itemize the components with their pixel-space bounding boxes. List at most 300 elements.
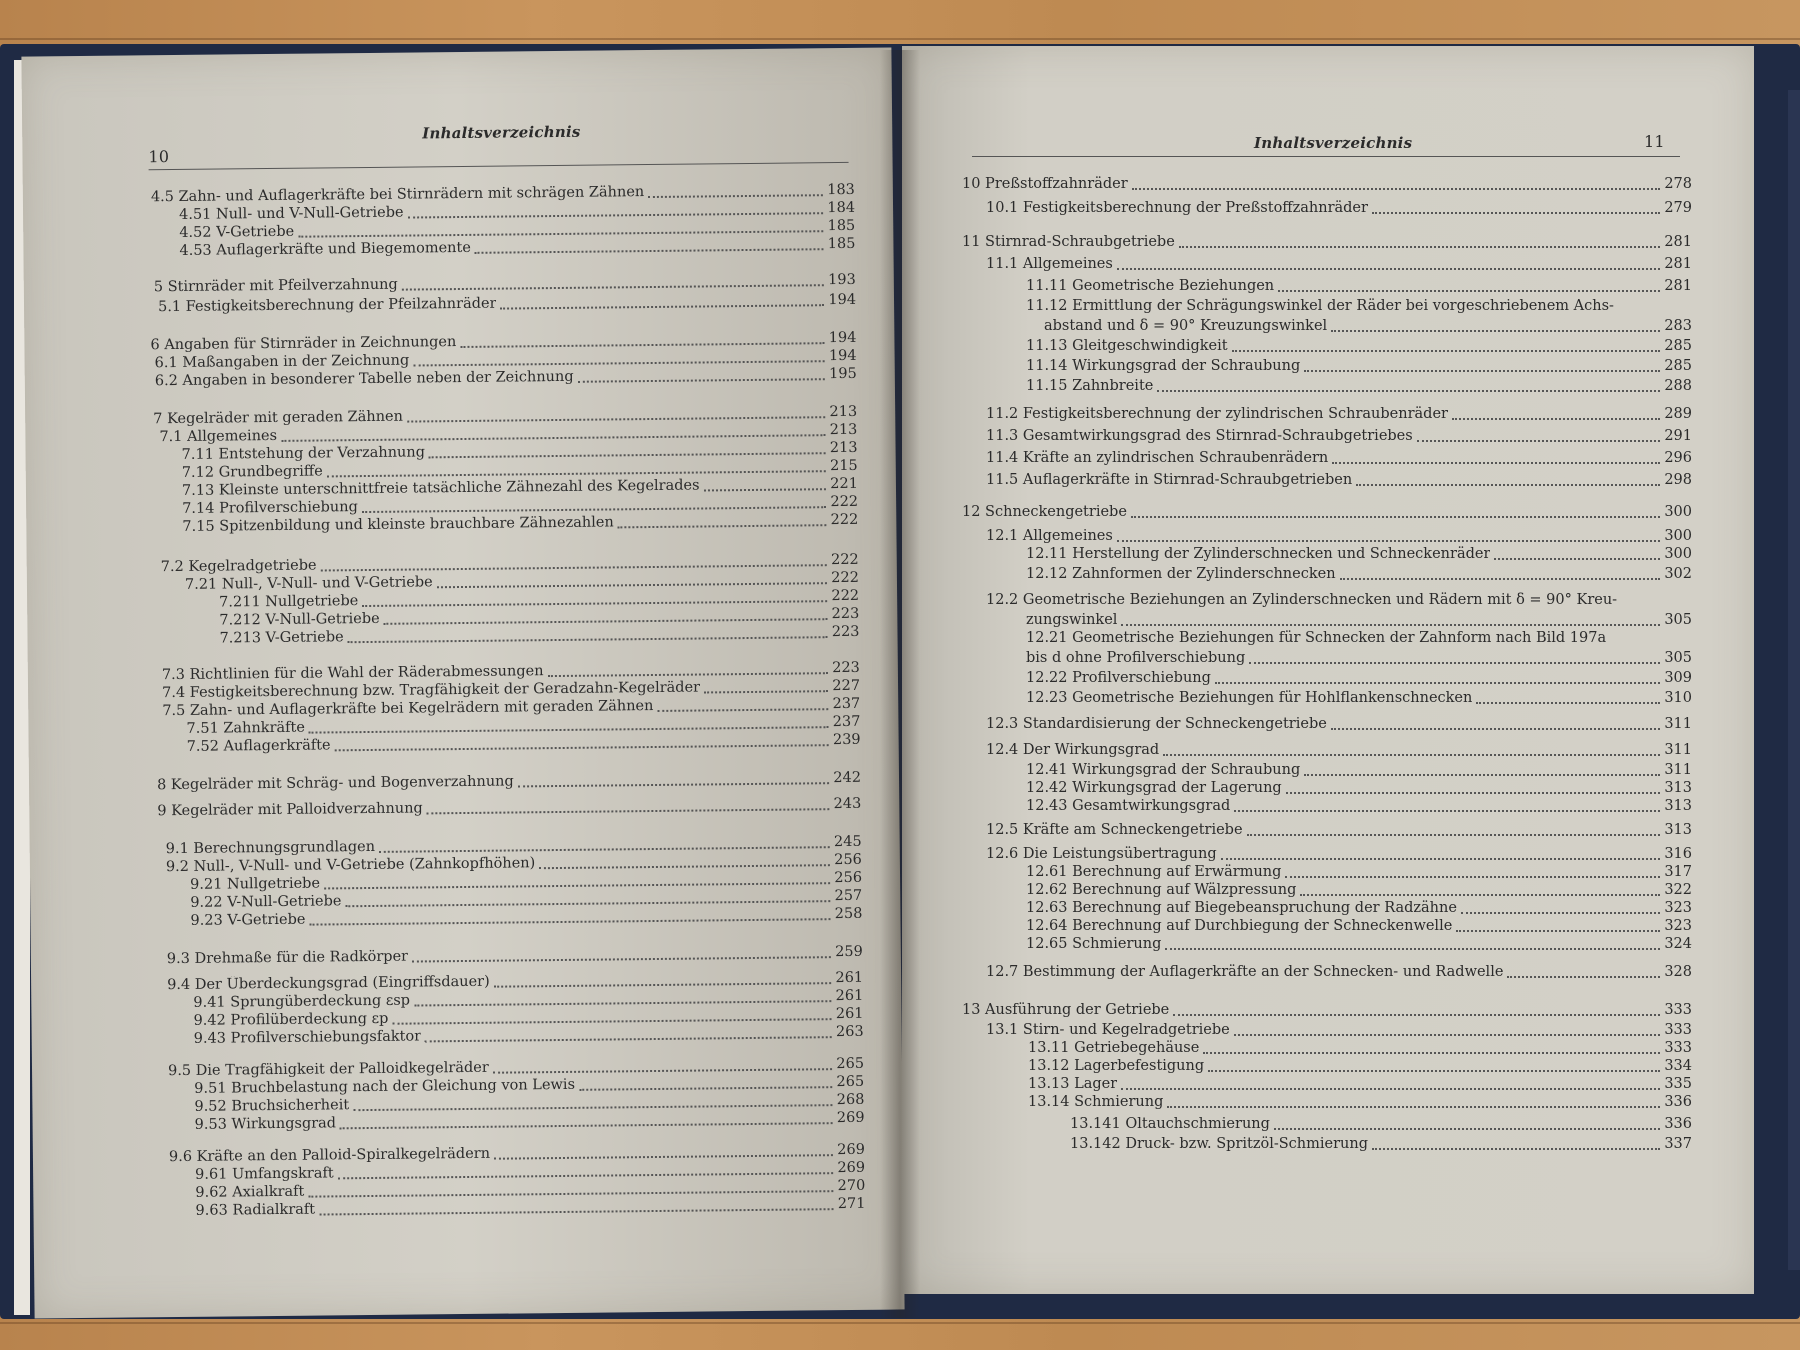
toc-entry: [986, 846, 1692, 863]
dot-leader: [427, 807, 830, 814]
toc-entry: [986, 406, 1692, 423]
toc-page-number: 213: [829, 403, 858, 421]
toc-entry-title: 12.1 Allgemeines: [986, 528, 1113, 544]
toc-entry-title: 7.1 Allgemeines: [159, 427, 278, 446]
toc-entry: [1026, 798, 1692, 815]
toc-entry-title: 12.12 Zahnformen der Zylinderschnecken: [1026, 566, 1336, 582]
toc-page-number: 256: [834, 851, 862, 869]
dot-leader: [1117, 539, 1660, 542]
toc-page-number: 322: [1664, 882, 1692, 898]
toc-entry: [962, 234, 1692, 251]
toc-entry: [986, 716, 1692, 733]
toc-page-number: 261: [835, 987, 864, 1005]
toc-page-number: 223: [831, 623, 860, 641]
toc-entry-title: 12.2 Geometrische Beziehungen an Zylinderschnecken und Rädern mit δ = 90° Kreu-: [986, 592, 1618, 608]
toc-page-number: 239: [832, 731, 861, 749]
toc-entry: [986, 256, 1692, 273]
toc-page-number: 261: [835, 969, 864, 987]
toc-page-number: 313: [1664, 798, 1692, 814]
toc-entry: [1026, 650, 1692, 667]
dot-leader: [494, 981, 832, 988]
toc-entry-title: 7.52 Auflagerkräfte: [186, 737, 331, 755]
toc-entry-title: 9.43 Profilverschiebungsfaktor: [193, 1028, 422, 1047]
toc-page-number: 222: [830, 511, 859, 529]
toc-page-number: 221: [830, 475, 859, 493]
toc-page-number: 317: [1664, 864, 1692, 880]
toc-page-number: 285: [1664, 338, 1692, 354]
dot-leader: [348, 635, 828, 643]
toc-page-number: 291: [1664, 428, 1692, 444]
dot-leader: [1300, 893, 1660, 896]
dot-leader: [309, 917, 830, 925]
toc-page-number: 305: [1664, 650, 1692, 666]
toc-entry: [1028, 1094, 1692, 1111]
toc-page-number: 289: [1664, 406, 1692, 422]
toc-entry: [1026, 864, 1692, 881]
toc-page-number: 300: [1664, 546, 1692, 562]
toc-entry-title: 7.213 V-Getriebe: [219, 629, 344, 647]
book-gutter-shadow: [880, 50, 920, 1318]
dot-leader: [1278, 289, 1660, 292]
dot-leader: [494, 1153, 833, 1160]
toc-entry: [986, 450, 1692, 467]
toc-page-number: 288: [1664, 378, 1692, 394]
toc-entry-title: 12.7 Bestimmung der Auflagerkräfte an der Schnecken- und Radwelle: [986, 964, 1504, 980]
toc-entry-title: 13.13 Lager: [1028, 1076, 1118, 1092]
toc-entry-title: 10.1 Festigkeitsberechnung der Preßstoffzahnräder: [986, 200, 1368, 216]
dot-leader: [437, 581, 828, 588]
dot-leader: [1221, 857, 1661, 860]
dot-leader: [1203, 1051, 1660, 1054]
dot-leader: [1173, 1013, 1660, 1016]
toc-entry-title: 6 Angaben für Stirnräder in Zeichnungen: [150, 334, 457, 354]
toc-page-number: 324: [1664, 936, 1692, 952]
toc-entry: [1028, 1076, 1692, 1093]
toc-entry-title: 7.2 Kegelradgetriebe: [160, 557, 317, 576]
toc-entry-title: zungswinkel: [1026, 612, 1118, 628]
toc-entry: [158, 292, 856, 316]
toc-page-number: 270: [837, 1177, 866, 1195]
toc-entry-title: 9.4 Der Überdeckungsgrad (Eingriffsdauer): [167, 973, 490, 994]
dot-leader: [1452, 417, 1660, 420]
dot-leader: [1494, 557, 1660, 560]
dot-leader: [1234, 809, 1660, 812]
page-number: 11: [1644, 132, 1665, 151]
toc-entry: [1026, 278, 1692, 295]
dot-leader: [1356, 483, 1660, 486]
toc-page-number: 296: [1664, 450, 1692, 466]
toc-entry-title: 7.212 V-Null-Getriebe: [219, 610, 380, 629]
dot-leader: [1234, 1033, 1661, 1036]
toc-entry: [986, 822, 1692, 839]
toc-entry-title: 11.3 Gesamtwirkungsgrad des Stirnrad-Schraubgetriebes: [986, 428, 1413, 444]
toc-page-number: 194: [828, 291, 857, 309]
dot-leader: [578, 377, 826, 383]
right-page: [902, 46, 1754, 1294]
toc-entry-title: 11.12 Ermittlung der Schrägungswinkel der Räder bei vorgeschriebenem Achs-: [1026, 298, 1614, 314]
toc-entry: [1070, 1116, 1692, 1133]
dot-leader: [648, 193, 823, 198]
toc-page-number: 227: [832, 677, 861, 695]
toc-page-number: 263: [835, 1023, 864, 1041]
header-rule: [972, 156, 1680, 157]
toc-entry: [1026, 882, 1692, 899]
toc-entry-title: 7.3 Richtlinien für die Wahl der Räderabmessungen: [161, 663, 544, 684]
dot-leader: [362, 505, 827, 513]
toc-page-number: 333: [1664, 1002, 1692, 1018]
toc-entry: [1026, 780, 1692, 797]
dot-leader: [1157, 389, 1660, 392]
dot-leader: [1340, 577, 1661, 580]
toc-entry-title: 12.62 Berechnung auf Wälzpressung: [1026, 882, 1297, 898]
toc-entry-title: 10 Preßstoffzahnräder: [962, 176, 1128, 192]
dot-leader: [1132, 187, 1661, 190]
toc-page-number: 261: [835, 1005, 864, 1023]
toc-page-number: 336: [1664, 1094, 1692, 1110]
toc-entry-title: 12.43 Gesamtwirkungsgrad: [1026, 798, 1231, 814]
dot-leader: [1208, 1069, 1660, 1072]
dot-leader: [475, 247, 824, 254]
toc-page-number: 316: [1664, 846, 1692, 862]
dot-leader: [1456, 929, 1660, 932]
toc-entry-title: 12.42 Wirkungsgrad der Lagerung: [1026, 780, 1282, 796]
toc-page-number: 323: [1664, 918, 1692, 934]
toc-page-number: 256: [834, 869, 863, 887]
toc-page-number: 336: [1664, 1116, 1692, 1132]
toc-entry-title: 11.13 Gleitgeschwindigkeit: [1026, 338, 1228, 354]
toc-entry-title: 7.13 Kleinste unterschnittfreie tatsächliche Zähnezahl des Kegelrades: [181, 477, 700, 499]
toc-entry-title: 9.53 Wirkungsgrad: [194, 1115, 337, 1133]
toc-entry-title: 7.15 Spitzenbildung und kleinste brauchbare Zähnezahlen: [182, 514, 614, 535]
dot-leader: [1331, 727, 1660, 730]
toc-entry-title: 9 Kegelräder mit Palloidverzahnung: [157, 800, 423, 820]
toc-entry: [1026, 670, 1692, 687]
toc-page-number: 215: [829, 457, 858, 475]
toc-entry-title: 7.5 Zahn- und Auflagerkräfte bei Kegelrädern mit geraden Zähnen: [162, 698, 654, 720]
dot-leader: [1304, 369, 1660, 372]
toc-entry: [986, 200, 1692, 217]
toc-entry-title: 13.141 Öltauchschmierung: [1070, 1116, 1270, 1132]
dot-leader: [335, 743, 829, 751]
dot-leader: [1372, 211, 1660, 214]
dot-leader: [384, 617, 828, 625]
dot-leader: [1232, 349, 1661, 352]
toc-page-number: 269: [836, 1109, 865, 1127]
toc-page-number: 245: [833, 833, 862, 851]
floor-plank-line: [0, 1322, 1800, 1324]
toc-page-number: 309: [1664, 670, 1692, 686]
toc-page-number: 222: [830, 493, 859, 511]
dot-leader: [1274, 1127, 1660, 1130]
header-rule: [149, 162, 849, 170]
toc-entry: [1026, 358, 1692, 375]
dot-leader: [1249, 661, 1660, 664]
toc-entry-title: 13.14 Schmierung: [1028, 1094, 1164, 1110]
toc-entry-title: 13.142 Druck- bzw. Spritzöl-Schmierung: [1070, 1136, 1369, 1152]
dot-leader: [412, 955, 831, 962]
toc-entry-title: bis d ohne Profilverschiebung: [1026, 650, 1246, 666]
book-cover-edge: [1788, 90, 1800, 1270]
toc-entry-title: 9.2 Null-, V-Null- und V-Getriebe (Zahnkopfhöhen): [165, 855, 536, 876]
toc-entry: [986, 1022, 1692, 1039]
toc-entry-title: 12.23 Geometrische Beziehungen für Hohlflankenschnecken: [1026, 690, 1473, 706]
dot-leader: [407, 415, 826, 422]
toc-entry-title: 9.61 Umfangskraft: [195, 1165, 334, 1183]
toc-page-number: 281: [1664, 278, 1692, 294]
toc-page-number: 323: [1664, 900, 1692, 916]
dot-leader: [1121, 623, 1660, 626]
toc-page-number: 278: [1664, 176, 1692, 192]
toc-page-number: 257: [834, 887, 863, 905]
toc-entry: [1044, 318, 1692, 335]
toc-entry-title: 13.11 Getriebegehäuse: [1028, 1040, 1200, 1056]
dot-leader: [1372, 1147, 1660, 1150]
toc-entry-title: 9.3 Drehmaße für die Radkörper: [166, 948, 409, 968]
toc-page-number: 258: [834, 905, 863, 923]
dot-leader: [362, 599, 827, 607]
toc-page-number: 334: [1664, 1058, 1692, 1074]
dot-leader: [1285, 875, 1660, 878]
toc-page-number: 271: [837, 1195, 866, 1213]
dot-leader: [493, 1067, 833, 1074]
toc-page-number: 265: [836, 1073, 865, 1091]
toc-entry: [1026, 612, 1692, 629]
dot-leader: [618, 523, 827, 528]
toc-entry: [1026, 338, 1692, 355]
dot-leader: [657, 707, 828, 712]
dot-leader: [1247, 833, 1661, 836]
toc-entry-title: 9.5 Die Tragfähigkeit der Palloidkegelräder: [167, 1059, 489, 1080]
toc-entry-title: 12.3 Standardisierung der Schneckengetriebe: [986, 716, 1327, 732]
toc-entry: [1026, 762, 1692, 779]
dot-leader: [340, 1121, 833, 1129]
toc-page-number: 313: [1664, 822, 1692, 838]
toc-entry-title: 11.1 Allgemeines: [986, 256, 1113, 272]
toc-entry-title: abstand und δ = 90° Kreuzungswinkel: [1044, 318, 1328, 334]
dot-leader: [379, 845, 830, 853]
toc-entry-title: 12.11 Herstellung der Zylinderschnecken und Schneckenräder: [1026, 546, 1491, 562]
running-head: Inhaltsverzeichnis: [1254, 134, 1413, 152]
toc-page-number: 311: [1664, 762, 1692, 778]
running-head: Inhaltsverzeichnis: [422, 122, 581, 143]
toc-entry-title: 12.63 Berechnung auf Biegebeanspruchung der Radzähne: [1026, 900, 1457, 916]
toc-page-number: 300: [1664, 528, 1692, 544]
toc-entry: [986, 528, 1692, 545]
toc-entry-title: 12.22 Profilverschiebung: [1026, 670, 1211, 686]
toc-entry: [986, 472, 1692, 489]
toc-entry: [986, 742, 1692, 759]
toc-page-number: 268: [836, 1091, 865, 1109]
toc-page-number: 283: [1664, 318, 1692, 334]
page-number: 10: [148, 147, 170, 167]
toc-page-number: 305: [1664, 612, 1692, 628]
toc-entry: [167, 944, 863, 968]
dot-leader: [1215, 681, 1660, 684]
dot-leader: [1331, 329, 1660, 332]
toc-entry-title: 7.211 Nullgetriebe: [219, 593, 359, 611]
toc-entry-title: 4.5 Zahn- und Auflagerkräfte bei Stirnrädern mit schrägen Zähnen: [150, 184, 645, 206]
toc-entry-title: 12.65 Schmierung: [1026, 936, 1162, 952]
toc-entry-title: 11 Stirnrad-Schraubgetriebe: [962, 234, 1175, 250]
toc-entry-title: 12.41 Wirkungsgrad der Schraubung: [1026, 762, 1301, 778]
toc-entry-title: 7.11 Entstehung der Verzahnung: [181, 444, 426, 463]
toc-entry-title: 11.5 Auflagerkräfte in Stirnrad-Schraubgetrieben: [986, 472, 1353, 488]
toc-entry: [1028, 1040, 1692, 1057]
toc-page-number: 259: [835, 943, 863, 961]
toc-entry: [1026, 378, 1692, 395]
toc-entry-title: 11.2 Festigkeitsberechnung der zylindrischen Schraubenräder: [986, 406, 1448, 422]
toc-entry: [1026, 936, 1692, 953]
toc-entry: [1028, 1058, 1692, 1075]
toc-page-number: 194: [828, 347, 857, 365]
dot-leader: [1507, 975, 1660, 978]
toc-page-number: 184: [827, 199, 856, 217]
toc-entry-title: 4.53 Auflagerkräfte und Biegemomente: [179, 239, 471, 259]
toc-entry: [962, 176, 1692, 193]
toc-entry: [157, 770, 861, 794]
toc-entry-title: 7.12 Grundbegriffe: [181, 463, 323, 481]
toc-page-number: 223: [832, 659, 860, 677]
toc-entry: [962, 504, 1692, 521]
dot-leader: [1121, 1087, 1660, 1090]
toc-entry-title: 12.61 Berechnung auf Erwärmung: [1026, 864, 1282, 880]
toc-entry: [986, 964, 1692, 981]
toc-page-number: 281: [1664, 234, 1692, 250]
toc-entry-title: 7.51 Zahnkräfte: [186, 719, 305, 737]
toc-entry-title: 11.15 Zahnbreite: [1026, 378, 1154, 394]
toc-page-number: 222: [830, 551, 859, 569]
toc-entry-title: 7 Kegelräder mit geraden Zähnen: [153, 408, 404, 428]
dot-leader: [704, 689, 828, 693]
dot-leader: [1179, 245, 1661, 248]
dot-leader: [579, 1085, 833, 1091]
toc-entry-title: 9.42 Profilüberdeckung εp: [193, 1010, 389, 1029]
dot-leader: [1165, 947, 1660, 950]
toc-page-number: 337: [1664, 1136, 1692, 1152]
toc-page-number: 222: [831, 569, 860, 587]
toc-page-number: 281: [1664, 256, 1692, 272]
toc-entry: [986, 428, 1692, 445]
dot-leader: [425, 1035, 832, 1042]
dot-leader: [413, 359, 825, 366]
toc-entry-title: 8 Kegelräder mit Schräg- und Bogenverzahnung: [156, 773, 514, 794]
toc-page-number: 285: [1664, 358, 1692, 374]
toc-entry-title: 4.52 V-Getriebe: [179, 223, 295, 241]
toc-page-number: 237: [832, 713, 861, 731]
toc-entry-title: 11.11 Geometrische Beziehungen: [1026, 278, 1275, 294]
dot-leader: [518, 781, 830, 787]
toc-entry-title: 7.4 Festigkeitsberechnung bzw. Tragfähigkeit der Geradzahn-Kegelräder: [162, 679, 701, 702]
dot-leader: [319, 1207, 834, 1215]
toc-entry-title: 9.41 Sprungüberdeckung εsp: [193, 992, 411, 1011]
toc-page-number: 335: [1664, 1076, 1692, 1092]
toc-entry-title: 7.14 Profilverschiebung: [182, 499, 358, 517]
dot-leader: [1417, 439, 1661, 442]
dot-leader: [1304, 773, 1660, 776]
toc-page-number: 195: [829, 365, 857, 383]
toc-entry-title: 12.64 Berechnung auf Durchbiegung der Schneckenwelle: [1026, 918, 1453, 934]
toc-page-number: 185: [827, 217, 856, 235]
toc-entry-title: 13.12 Lagerbefestigung: [1028, 1058, 1205, 1074]
toc-page-number: 310: [1664, 690, 1692, 706]
dot-leader: [408, 211, 824, 218]
toc-page-number: 213: [829, 421, 858, 439]
floor-plank-line: [0, 38, 1800, 40]
toc-entry-title: 12.5 Kräfte am Schneckengetriebe: [986, 822, 1243, 838]
toc-entry-title: 12.21 Geometrische Beziehungen für Schnecken der Zahnform nach Bild 197a: [1026, 630, 1607, 646]
toc-page-number: 298: [1664, 472, 1692, 488]
toc-page-number: 302: [1664, 566, 1692, 582]
dot-leader: [704, 487, 827, 491]
dot-leader: [429, 451, 826, 458]
toc-page-number: 269: [837, 1159, 866, 1177]
toc-entry-title: 9.22 V-Null-Getriebe: [190, 893, 342, 911]
toc-entry-title: 9.23 V-Getriebe: [190, 911, 306, 929]
toc-entry-title: 12.4 Der Wirkungsgrad: [986, 742, 1160, 758]
toc-entry-title: 12.6 Die Leistungsübertragung: [986, 846, 1217, 862]
toc-entry-title: 5 Stirnräder mit Pfeilverzahnung: [153, 276, 398, 296]
toc-entry-title: 4.51 Null- und V-Null-Getriebe: [178, 204, 404, 223]
toc-page-number: 300: [1664, 504, 1692, 520]
dot-leader: [460, 341, 824, 348]
dot-leader: [414, 999, 832, 1006]
toc-page-number: 213: [829, 439, 858, 457]
toc-page-number: 237: [832, 695, 861, 713]
toc-page-number: 193: [828, 271, 856, 289]
toc-page-number: 279: [1664, 200, 1692, 216]
dot-leader: [1131, 515, 1660, 518]
toc-entry-title: 9.1 Berechnungsgrundlagen: [165, 838, 376, 858]
dot-leader: [1163, 753, 1660, 756]
toc-page-number: 243: [833, 795, 862, 813]
dot-leader: [1117, 267, 1660, 270]
toc-entry-title: 11.4 Kräfte an zylindrischen Schraubenrädern: [986, 450, 1329, 466]
toc-page-number: 333: [1664, 1040, 1692, 1056]
toc-entry: [962, 1002, 1692, 1019]
toc-entry-title: 13 Ausführung der Getriebe: [962, 1002, 1170, 1018]
toc-page-number: 265: [836, 1055, 865, 1073]
toc-entry: [1070, 1136, 1692, 1153]
toc-entry-title: 13.1 Stirn- und Kegelradgetriebe: [986, 1022, 1230, 1038]
left-page: [21, 47, 904, 1318]
toc-entry-title: 9.63 Radialkraft: [195, 1201, 316, 1219]
toc-entry-title: 11.14 Wirkungsgrad der Schraubung: [1026, 358, 1301, 374]
dot-leader: [392, 1017, 831, 1025]
toc-page-number: 185: [827, 235, 856, 253]
toc-entry: [1026, 546, 1692, 563]
toc-entry: [1026, 900, 1692, 917]
toc-page-number: 328: [1664, 964, 1692, 980]
toc-page-number: 222: [831, 587, 860, 605]
toc-entry-title: 7.21 Null-, V-Null- und V-Getriebe: [184, 574, 433, 593]
toc-entry: [1026, 918, 1692, 935]
toc-entry-title: 12 Schneckengetriebe: [962, 504, 1127, 520]
dot-leader: [1461, 911, 1660, 914]
dot-leader: [1167, 1105, 1660, 1108]
dot-leader: [1286, 791, 1661, 794]
toc-entry-title: 9.51 Bruchbelastung nach der Gleichung von Lewis: [194, 1076, 576, 1097]
toc-entry-title: 9.21 Nullgetriebe: [190, 875, 321, 893]
toc-page-number: 333: [1664, 1022, 1692, 1038]
toc-page-number: 183: [827, 181, 855, 199]
toc-entry-title: 5.1 Festigkeitsberechnung der Pfeilzahnräder: [157, 295, 497, 316]
toc-page-number: 194: [828, 329, 857, 347]
toc-entry-title: 9.6 Kräfte an den Palloid-Spiralkegelrädern: [168, 1145, 491, 1166]
dot-leader: [402, 283, 824, 290]
toc-entry-title: 9.62 Axialkraft: [195, 1183, 305, 1201]
toc-entry-title: 6.1 Maßangaben in der Zeichnung: [154, 352, 410, 372]
dot-leader: [548, 671, 829, 677]
